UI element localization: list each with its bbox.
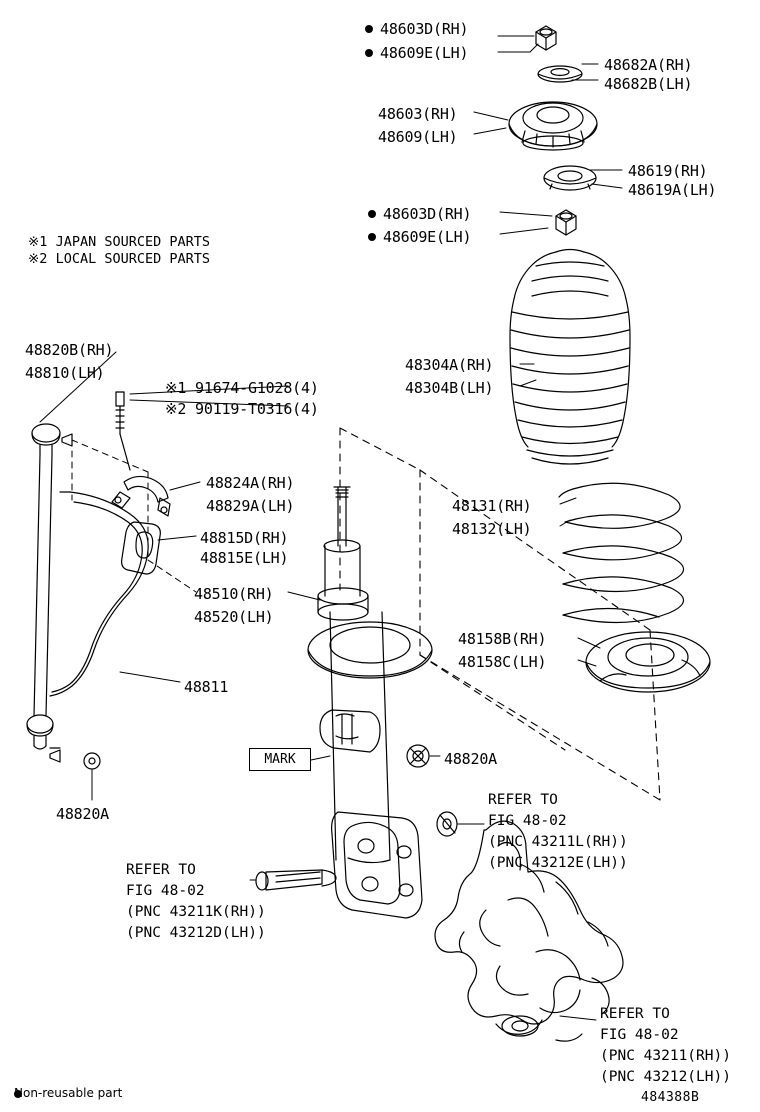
- part-label-48810-lh: 48810(LH): [25, 364, 105, 382]
- refer-line: REFER TO: [488, 792, 558, 808]
- part-label-48619a-lh: 48619A(LH): [628, 181, 717, 199]
- refer-line: FIG 48-02: [126, 883, 205, 899]
- part-coil-spring-48131: [559, 483, 684, 622]
- source-parts-notes: [28, 234, 210, 268]
- part-label-48824a-rh: 48824A(RH): [206, 474, 295, 492]
- part-insulator-48158b: [586, 632, 710, 692]
- part-stabilizer-bar-48811: [50, 392, 170, 748]
- part-label-48609-lh: 48609(LH): [378, 128, 458, 146]
- part-label-48811: 48811: [184, 678, 229, 696]
- non-reusable-bullet-icon: [368, 233, 376, 241]
- part-label-48820a: 48820A: [444, 750, 497, 768]
- part-label-48820a-2: 48820A: [56, 805, 109, 823]
- part-nut-lower: [556, 210, 576, 235]
- part-label-48682a-rh: 48682A(RH): [604, 56, 693, 74]
- part-label-48304a-rh: 48304A(RH): [405, 356, 494, 374]
- part-label-48158c-lh: 48158C(LH): [458, 653, 547, 671]
- refer-line: (PNC 43212D(LH)): [126, 925, 266, 941]
- part-label-91674-g1028: ※1 91674-G1028(4): [165, 379, 319, 397]
- part-label-48520-lh: 48520(LH): [194, 608, 274, 626]
- refer-line: FIG 48-02: [600, 1027, 679, 1043]
- part-label-48158b-rh: 48158B(RH): [458, 630, 547, 648]
- refer-line: (PNC 43211L(RH)): [488, 834, 628, 850]
- part-label-48619-rh: 48619(RH): [628, 162, 708, 180]
- part-label-48603d-rh: 48603D(RH): [380, 20, 469, 38]
- refer-line: (PNC 43211K(RH)): [126, 904, 266, 920]
- part-label-48609e-lh: 48609E(LH): [380, 44, 469, 62]
- part-label-48829a-lh: 48829A(LH): [206, 497, 295, 515]
- refer-line: (PNC 43211(RH)): [600, 1048, 731, 1064]
- part-label-90119-t0316: ※2 90119-T0316(4): [165, 400, 319, 418]
- part-nut-refer-top-right: [437, 812, 457, 836]
- part-support-48603: [509, 102, 597, 150]
- part-bolt-lower-left: [256, 870, 336, 890]
- non-reusable-bullet-icon: [365, 25, 373, 33]
- non-reusable-bullet-icon: [365, 49, 373, 57]
- part-label-48815e-lh: 48815E(LH): [200, 549, 289, 567]
- refer-line: REFER TO: [126, 862, 196, 878]
- diagram-code: 484388B: [641, 1090, 700, 1105]
- part-strut-48510: [308, 487, 432, 918]
- part-label-48510-rh: 48510(RH): [194, 585, 274, 603]
- part-dust-boot-48304: [510, 250, 630, 465]
- refer-block-bottom-left: [126, 860, 266, 944]
- part-nut-48820a-strut: [407, 745, 429, 767]
- part-label-48820b-rh: 48820B(RH): [25, 341, 114, 359]
- part-stabilizer-link-48820b: [27, 424, 100, 769]
- mark-callout-box: MARK: [249, 748, 311, 771]
- refer-line: (PNC 43212E(LH)): [488, 855, 628, 871]
- part-label-48304b-lh: 48304B(LH): [405, 379, 494, 397]
- refer-line: REFER TO: [600, 1006, 670, 1022]
- footer-note: Non-reusable part: [14, 1086, 123, 1100]
- part-label-48603d-rh-2: 48603D(RH): [383, 205, 472, 223]
- part-label-48609e-lh-2: 48609E(LH): [383, 228, 472, 246]
- part-label-48603-rh: 48603(RH): [378, 105, 458, 123]
- refer-block-bottom-right: [600, 1004, 731, 1088]
- part-nut-top: [536, 26, 556, 50]
- refer-line: (PNC 43212(LH)): [600, 1069, 731, 1085]
- refer-block-top-right: [488, 790, 628, 874]
- part-washer-48682a: [538, 66, 582, 82]
- part-label-48132-lh: 48132(LH): [452, 520, 532, 538]
- note-line-1: ※1 JAPAN SOURCED PARTS: [28, 234, 210, 250]
- part-label-48131-rh: 48131(RH): [452, 497, 532, 515]
- refer-line: FIG 48-02: [488, 813, 567, 829]
- part-label-48682b-lh: 48682B(LH): [604, 75, 693, 93]
- part-label-48815d-rh: 48815D(RH): [200, 529, 289, 547]
- non-reusable-bullet-icon: [368, 210, 376, 218]
- note-line-2: ※2 LOCAL SOURCED PARTS: [28, 251, 210, 267]
- part-seat-48619: [544, 166, 596, 190]
